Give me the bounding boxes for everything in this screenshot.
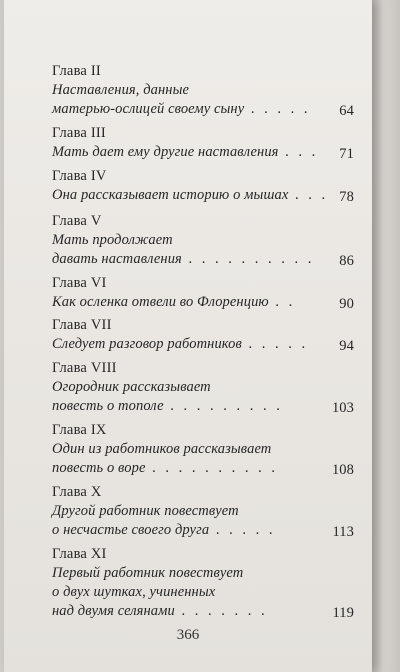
dot-leader: . . . . . . .	[174, 603, 268, 619]
chapter-title-text: Следует разговор работников	[52, 336, 242, 352]
chapter-title-text: Она рассказывает историю о мышах	[52, 187, 289, 203]
chapter-title-line	[52, 564, 354, 583]
chapter-title-text: Один из работников рассказывает	[52, 441, 272, 457]
chapter-title-text: Огородник рассказывает	[52, 379, 211, 395]
chapter-title-line	[52, 100, 354, 119]
chapter-title-line	[52, 250, 354, 269]
chapter-title-text: Как осленка отвели во Флоренцию	[52, 294, 269, 310]
chapter-title-line	[52, 81, 354, 100]
toc-entry	[52, 421, 354, 478]
toc-page-number: 119	[332, 605, 354, 621]
chapter-title-text: Наставления, данные	[52, 82, 190, 98]
dot-leader: . . . . . . . . . .	[181, 251, 315, 267]
book-edge	[372, 0, 400, 672]
chapter-title-text: Мать дает ему другие наставления	[52, 144, 279, 160]
toc-page-number: 113	[332, 524, 354, 540]
chapter-title-text: о двух шутках, учиненных	[52, 584, 216, 600]
book-page	[4, 0, 372, 672]
dot-leader: . .	[268, 294, 296, 310]
page-number: 366	[176, 627, 200, 643]
toc-entry	[52, 62, 354, 119]
chapter-title-text: повесть о тополе	[52, 398, 164, 414]
chapter-heading: Глава VI	[52, 275, 107, 291]
toc-entry	[52, 545, 354, 621]
toc-page-number: 78	[339, 189, 354, 205]
table-of-contents	[52, 62, 354, 621]
chapter-heading: Глава IX	[52, 422, 107, 438]
chapter-heading: Глава V	[52, 213, 102, 229]
chapter-title-line	[52, 602, 354, 621]
toc-page-number: 94	[339, 338, 354, 354]
toc-entry	[52, 212, 354, 269]
chapter-title-text: матерью-ослицей своему сыну	[52, 101, 245, 117]
toc-page-number: 64	[339, 103, 354, 119]
chapter-heading: Глава III	[52, 125, 106, 141]
toc-page-number: 103	[331, 400, 354, 416]
chapter-title-text: Другой работник повествует	[52, 503, 239, 519]
toc-entry	[52, 167, 354, 205]
chapter-title-line	[52, 378, 354, 397]
chapter-heading: Глава X	[52, 484, 102, 500]
chapter-heading: Глава IV	[52, 168, 107, 184]
toc-page-number: 108	[331, 462, 354, 478]
chapter-title-text: над двумя селянами	[52, 603, 175, 619]
chapter-heading: Глава VIII	[52, 360, 117, 376]
chapter-title-line	[52, 335, 354, 354]
dot-leader: . . .	[288, 187, 329, 203]
toc-entry	[52, 359, 354, 416]
chapter-title-line	[52, 459, 354, 478]
chapter-title-line	[52, 440, 354, 459]
chapter-title-line	[52, 521, 354, 540]
chapter-title-text: повесть о воре	[52, 460, 146, 476]
toc-page-number: 71	[339, 146, 354, 162]
chapter-title-line	[52, 583, 354, 602]
chapter-title-text: о несчастье своего друга	[52, 522, 210, 538]
chapter-title-text: Мать продолжает	[52, 232, 173, 248]
chapter-title-text: Первый работник повествует	[52, 565, 244, 581]
chapter-title-line	[52, 502, 354, 521]
toc-entry	[52, 316, 354, 354]
chapter-title-line	[52, 293, 354, 312]
dot-leader: . . . . .	[209, 522, 276, 538]
chapter-heading: Глава VII	[52, 317, 112, 333]
toc-entry	[52, 274, 354, 312]
toc-page-number: 90	[339, 296, 354, 312]
chapter-title-text: давать наставления	[52, 251, 182, 267]
chapter-heading: Глава XI	[52, 546, 107, 562]
dot-leader: . . . . . . . . . .	[145, 460, 278, 476]
chapter-title-line	[52, 186, 354, 205]
dot-leader: . . . . . . . . .	[163, 398, 283, 414]
toc-page-number: 86	[339, 253, 354, 269]
dot-leader: . . . . .	[241, 336, 309, 352]
chapter-title-line	[52, 143, 354, 162]
dot-leader: . . . . .	[244, 101, 311, 117]
chapter-title-line	[52, 231, 354, 250]
toc-entry	[52, 483, 354, 540]
chapter-heading: Глава II	[52, 63, 101, 79]
chapter-title-line	[52, 397, 354, 416]
dot-leader: . . .	[278, 144, 319, 160]
toc-entry	[52, 124, 354, 162]
